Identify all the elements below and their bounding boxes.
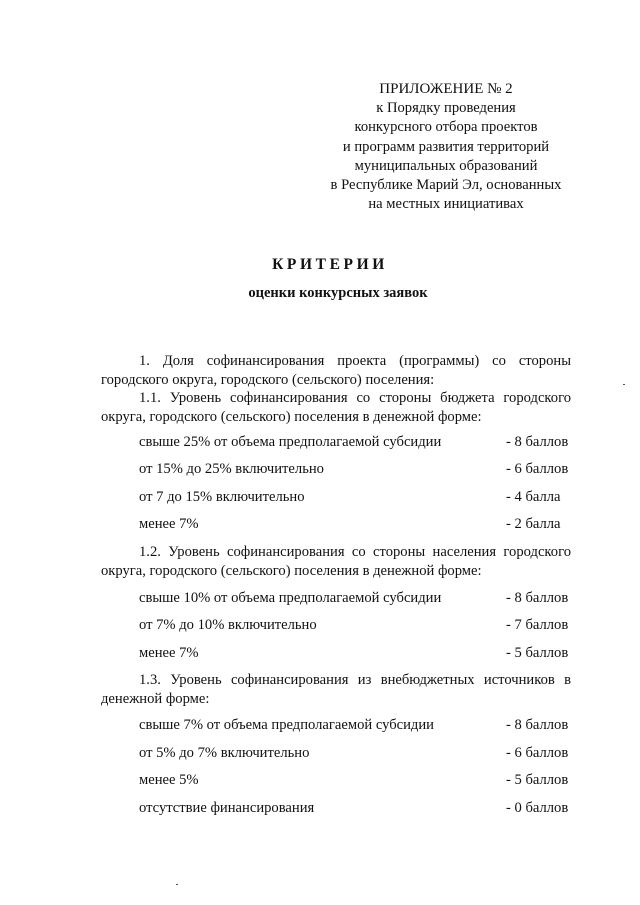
- criterion-row: [139, 588, 571, 608]
- document-title: КРИТЕРИИ: [272, 256, 388, 273]
- criterion-text: менее 5%: [139, 772, 199, 788]
- criterion-row: [139, 643, 571, 663]
- criterion-score: - 4 балла: [506, 489, 561, 505]
- section-1-1-paragraph: [101, 389, 571, 426]
- section-1-2-paragraph: [101, 543, 571, 580]
- criterion-text: менее 7%: [139, 516, 199, 532]
- criterion-text: свыше 10% от объема предполагаемой субсидии: [139, 590, 442, 606]
- criterion-text: от 7% до 10% включительно: [139, 617, 317, 633]
- criterion-text: свыше 25% от объема предполагаемой субсидии: [139, 434, 442, 450]
- criterion-row: [139, 487, 571, 507]
- scan-speck: [176, 884, 178, 885]
- appendix-line: и программ развития территорий: [342, 138, 550, 155]
- appendix-line: конкурсного отбора проектов: [354, 119, 538, 136]
- criterion-score: - 5 баллов: [506, 772, 569, 788]
- criterion-score: - 7 баллов: [506, 617, 569, 633]
- section-1-text: 1. Доля софинансирования проекта (программы) со стороны городского округа, городского (сельского) поселения:: [101, 353, 571, 388]
- criterion-score: - 8 баллов: [506, 590, 569, 606]
- criterion-score: - 8 баллов: [506, 434, 569, 450]
- criterion-text: менее 7%: [139, 645, 199, 661]
- criterion-score: - 8 баллов: [506, 717, 569, 733]
- criterion-row: [139, 770, 571, 790]
- criterion-row: [139, 432, 571, 452]
- appendix-line: в Республике Марий Эл, основанных: [330, 177, 562, 194]
- criterion-row: [139, 459, 571, 479]
- section-1-3-text: 1.3. Уровень софинансирования из внебюджетных источников в денежной форме:: [101, 672, 571, 707]
- criterion-text: от 7 до 15% включительно: [139, 489, 305, 505]
- criterion-row: [139, 798, 571, 818]
- section-1-3-paragraph: [101, 671, 571, 708]
- appendix-line: муниципальных образований: [354, 157, 538, 174]
- appendix-line: к Порядку проведения: [376, 100, 516, 117]
- criterion-row: [139, 743, 571, 763]
- criterion-text: от 5% до 7% включительно: [139, 745, 310, 761]
- appendix-title: ПРИЛОЖЕНИЕ № 2: [379, 81, 513, 97]
- criterion-text: свыше 7% от объема предполагаемой субсидии: [139, 717, 434, 733]
- appendix-header: [322, 80, 570, 214]
- criterion-score: - 6 баллов: [506, 745, 569, 761]
- criterion-row: [139, 514, 571, 534]
- criterion-score: - 2 балла: [506, 516, 561, 532]
- criterion-row: [139, 615, 571, 635]
- appendix-line: на местных инициативах: [368, 196, 524, 213]
- section-1-paragraph: [101, 352, 571, 389]
- criterion-text: от 15% до 25% включительно: [139, 461, 324, 477]
- criterion-score: - 0 баллов: [506, 800, 569, 816]
- document-subtitle: оценки конкурсных заявок: [248, 285, 428, 301]
- criterion-score: - 5 баллов: [506, 645, 569, 661]
- criterion-text: отсутствие финансирования: [139, 800, 315, 816]
- section-1-2-text: 1.2. Уровень софинансирования со стороны населения городского округа, городского (сельского) поселения в денежной форме:: [101, 544, 571, 579]
- scan-speck: [623, 384, 625, 385]
- section-1-1-text: 1.1. Уровень софинансирования со стороны бюджета городского округа, городского (сельского) поселения в денежной форме:: [101, 390, 571, 425]
- criterion-row: [139, 715, 571, 735]
- criterion-score: - 6 баллов: [506, 461, 569, 477]
